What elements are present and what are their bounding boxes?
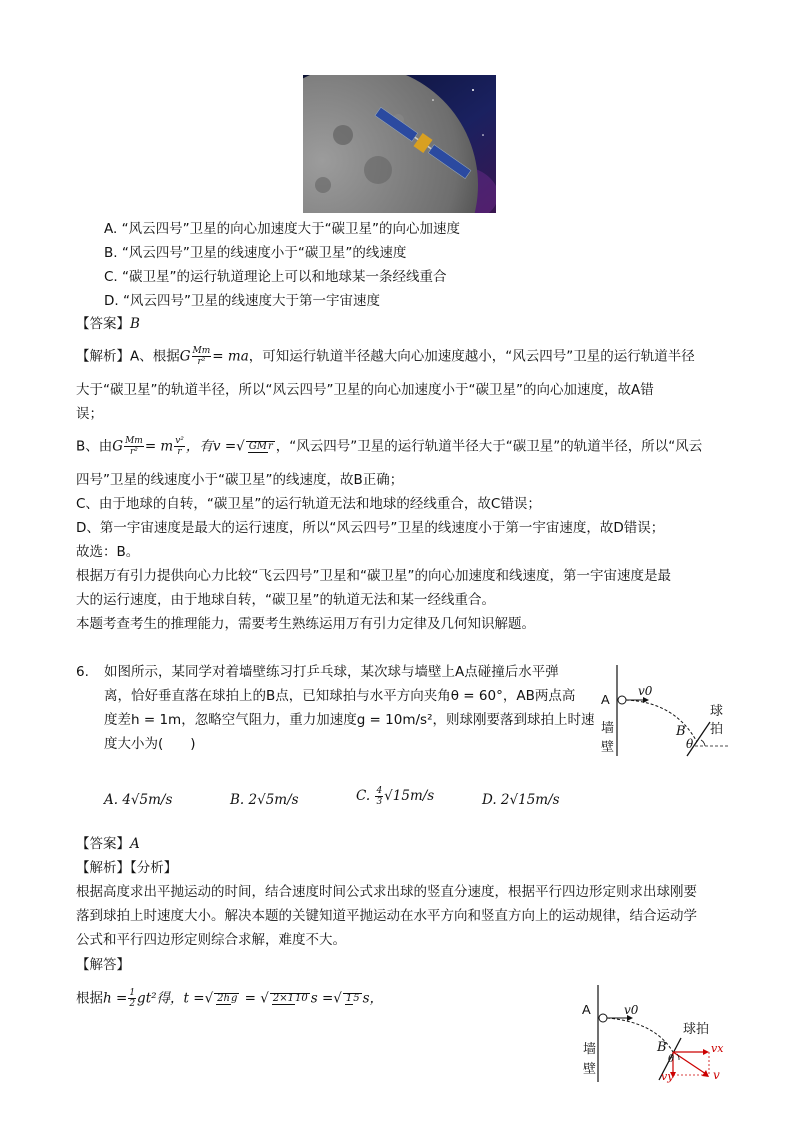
formula: h = bbox=[103, 990, 128, 1007]
q5-option-a: A. “风云四号”卫星的向心加速度大于“碳卫星”的向心加速度 bbox=[104, 221, 461, 237]
q6-option-a: A. 4√5m/s bbox=[104, 792, 173, 808]
option-label: C. bbox=[356, 788, 371, 804]
fig-label-bat2: 拍 bbox=[710, 722, 724, 737]
text: B、由 bbox=[76, 438, 113, 455]
q5-pick: 故选：B。 bbox=[76, 544, 140, 560]
analysis-tag: 【解析】 bbox=[76, 348, 130, 365]
q6-answer bbox=[76, 834, 140, 854]
answer-tag: 【答案】 bbox=[76, 836, 130, 852]
q5-summary-3: 本题考查考生的推理能力，需要考生熟练运用万有引力定律及几何知识解题。 bbox=[76, 616, 535, 632]
fig-label-a: A bbox=[601, 692, 610, 707]
formula: = ma bbox=[212, 348, 249, 365]
fig2-label-vy: vy bbox=[661, 1070, 674, 1083]
q5-summary-1: 根据万有引力提供向心力比较“飞云四号”卫星和“碳卫星”的向心加速度和线速度，第一宇宙速度是最 bbox=[76, 568, 671, 584]
answer-value: A bbox=[130, 836, 140, 852]
fig-label-v0: v0 bbox=[638, 684, 653, 698]
q6-analysis-p2: 落到球拍上时速度大小。解决本题的关键知道平抛运动在水平方向和竖直方向上的运动规律，结合运动学 bbox=[76, 908, 697, 924]
fig-label-bat1: 球 bbox=[710, 704, 724, 719]
q5-analysis-a-line2: 大于“碳卫星”的轨道半径，所以“风云四号”卫星的向心加速度小于“碳卫星”的向心加速度，故A错 bbox=[76, 382, 654, 398]
fig-label-b: B bbox=[676, 724, 686, 739]
fig-label-theta: θ bbox=[686, 737, 694, 751]
text: 根据 bbox=[76, 990, 103, 1007]
q6-velocity-figure bbox=[575, 980, 735, 1085]
formula: s， bbox=[362, 990, 384, 1007]
q5-analysis-b-line2: 四号”卫星的线速度小于“碳卫星”的线速度，故B正确； bbox=[76, 472, 404, 488]
answer-value: B bbox=[130, 316, 140, 332]
q5-summary-2: 大的运行速度，由于地球自转，“碳卫星”的轨道无法和某一经线重合。 bbox=[76, 592, 495, 608]
q6-solve-tag: 【解答】 bbox=[76, 957, 130, 973]
q5-answer bbox=[76, 314, 140, 334]
q5-option-b: B. “风云四号”卫星的线速度小于“碳卫星”的线速度 bbox=[104, 245, 407, 261]
fig2-label-a: A bbox=[582, 1002, 591, 1017]
text: ，可知运行轨道半径越大向心加速度越小，“风云四号”卫星的运行轨道半径 bbox=[248, 348, 695, 365]
fig2-label-v: v bbox=[713, 1068, 720, 1082]
fraction: $\frac{Mm}{\text{r²}}$ bbox=[192, 346, 211, 367]
fig2-label-b: B bbox=[657, 1040, 667, 1055]
q5-option-d: D. “风云四号”卫星的线速度大于第一宇宙速度 bbox=[104, 293, 380, 309]
fig2-label-wall1: 墙 bbox=[583, 1042, 597, 1057]
fig2-label-v0: v0 bbox=[624, 1003, 639, 1017]
q5-analysis-d: D、第一宇宙速度是最大的运行速度，所以“风云四号”卫星的线速度小于第一宇宙速度，故D错误； bbox=[76, 520, 665, 536]
fig2-label-bat: 球拍 bbox=[683, 1022, 710, 1037]
q5-analysis-a-line3: 误； bbox=[76, 406, 103, 422]
q6-stem-1: 如图所示，某同学对着墙壁练习打乒乓球，某次球与墙壁上A点碰撞后水平弹 bbox=[104, 664, 559, 680]
q6-stem-4: 度大小为( ) bbox=[104, 736, 196, 752]
q6-option-b: B. 2√5m/s bbox=[230, 792, 299, 808]
q5-analysis-b-line1: B、由G $\frac{Mm}{\text{r²}}$ = m $\frac{\text{v²}}{r}$ ，有v =√ GMr ，“风云四号”卫星的运行轨道半径大于“碳卫星”的轨道半径，所以“风云 bbox=[76, 436, 703, 457]
q6-analysis-p1: 根据高度求出平抛运动的时间，结合速度时间公式求出球的竖直分速度，根据平行四边形定则求出球刚要 bbox=[76, 884, 697, 900]
formula: ，有v = bbox=[185, 438, 237, 455]
q5-analysis-c: C、由于地球的自转，“碳卫星”的运行轨道无法和地球的经线重合，故C错误； bbox=[76, 496, 541, 512]
q6-analysis-p3: 公式和平行四边形定则综合求解，难度不大。 bbox=[76, 932, 346, 948]
q5-option-c: C. “碳卫星”的运行轨道理论上可以和地球某一条经线重合 bbox=[104, 269, 447, 285]
q6-solve-line: 根据h = $\frac{1}{2}$ gt²得，t =√ 2hg = √ 2×110 s =√ 15 s， bbox=[76, 988, 384, 1009]
q6-analysis-head: 【解析】【分析】 bbox=[76, 860, 178, 876]
q6-stem-2: 离，恰好垂直落在球拍上的B点，已知球拍与水平方向夹角θ = 60°，AB两点高 bbox=[104, 688, 576, 704]
q6-number: 6. bbox=[76, 664, 89, 680]
q6-stem-3: 度差h = 1m，忽略空气阻力，重力加速度g = 10m/s²，则球刚要落到球拍上时速 bbox=[104, 712, 595, 728]
formula: s = bbox=[310, 990, 334, 1007]
text: A、根据 bbox=[130, 348, 180, 365]
formula: gt²得，t = bbox=[137, 990, 205, 1007]
q5-analysis-a-line1: 【解析】A、根据G $\frac{Mm}{\text{r²}}$ = ma，可知运行轨道半径越大向心加速度越小，“风云四号”卫星的运行轨道半径 bbox=[76, 346, 695, 367]
text: ，“风云四号”卫星的运行轨道半径大于“碳卫星”的轨道半径，所以“风云 bbox=[275, 438, 703, 455]
satellite-moon-image bbox=[303, 75, 496, 213]
fig2-label-wall2: 壁 bbox=[583, 1062, 597, 1077]
fig-label-wall2: 壁 bbox=[601, 740, 615, 755]
fig2-label-theta: θ bbox=[668, 1054, 675, 1065]
fig-label-wall1: 墙 bbox=[601, 721, 615, 736]
option-value: √15m/s bbox=[384, 788, 435, 804]
answer-tag: 【答案】 bbox=[76, 316, 130, 332]
q6-option-c: C. $\frac{4}{3}$ √15m/s bbox=[356, 786, 435, 807]
fig2-label-vx: vx bbox=[711, 1042, 724, 1055]
q6-option-d: D. 2√15m/s bbox=[482, 792, 560, 808]
